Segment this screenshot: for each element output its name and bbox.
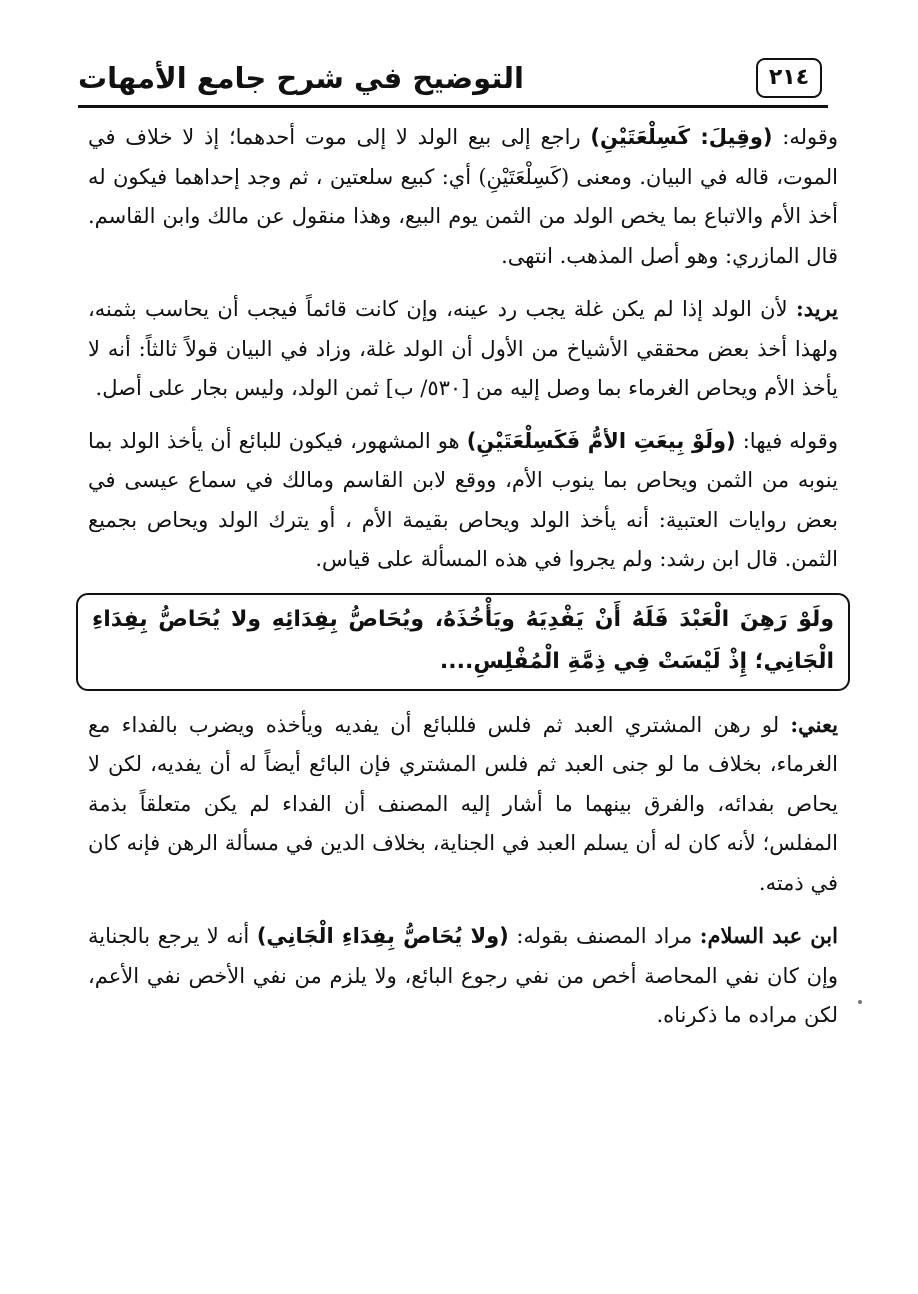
paragraph-2-lead: يريد: xyxy=(795,296,838,321)
paragraph-3-text: هو المشهور، فيكون للبائع أن يأخذ الولد بما ينوبه من الثمن ويحاص بما ينوب الأم، ووقع لابن القاسم ومالك في سماع عيسى في بعض روايات العتبية: أنه يأخذ الولد ويحاص بقيمة الأم ، أو يترك الولد ويحاص بجميع الثمن. قال ابن رشد: ولم يجروا في هذه المسألة على قياس. xyxy=(88,428,838,571)
paragraph-4 xyxy=(88,705,838,904)
paragraph-4-text: لو رهن المشتري العبد ثم فلس فللبائع أن يفديه ويأخذه ويضرب بالفداء مع الغرماء، بخلاف ما لو جنى العبد ثم فلس المشتري فإن البائع أيضاً له أن يفديه، لكن لا يحاص بفدائه، والفرق بينهما ما أشار إليه المصنف أن الفداء لم يكن متعلقاً بذمة المفلس؛ لأنه كان له أن يسلم العبد في الجناية، بخلاف الدين في مسألة الرهن فإنه كان في ذمته. xyxy=(88,712,838,895)
book-title: التوضيح في شرح جامع الأمهات xyxy=(78,61,525,95)
paragraph-1-text: راجع إلى بيع الولد لا إلى موت أحدهما؛ إذ لا خلاف في الموت، قاله في البيان. ومعنى (كَسِلْعَتَيْنِ) أي: كبيع سلعتين ، ثم وجد إحداهما فيكون له أخذ الأم والاتباع بما يخص الولد من الثمن يوم البيع، وهذا منقول عن مالك وابن القاسم. قال المازري: وهو أصل المذهب. انتهى. xyxy=(88,125,838,268)
paragraph-5 xyxy=(88,916,838,1036)
paragraph-2-text: لأن الولد إذا لم يكن غلة يجب رد عينه، وإن كانت قائماً فيجب أن يحاسب بثمنه، ولهذا أخذ بعض محققي الأشياخ من الأول أن الولد غلة، وزاد في البيان قولاً ثالثاً: أنه لا يأخذ الأم ويحاص الغرماء بما وصل إليه من [٥٣٠/ ب] ثمن الولد، وليس بجار على أصل. xyxy=(88,297,838,400)
paragraph-5-quote: (ولا يُحَاصُّ بِفِدَاءِ الْجَانِي) xyxy=(256,924,509,948)
page-header xyxy=(78,58,836,108)
paragraph-1-intro: وقوله: xyxy=(772,125,839,149)
paragraph-5-text: أنه لا يرجع بالجناية وإن كان نفي المحاصة أخص من نفي رجوع البائع، ولا يلزم من نفي الأخص نفي الأعم، لكن مراده ما ذكرناه. xyxy=(88,924,838,1027)
paragraph-1 xyxy=(88,118,838,276)
paragraph-1-quote: (وقِيلَ: كَسِلْعَتَيْنِ) xyxy=(590,125,773,149)
paragraph-5-lead: ابن عبد السلام: xyxy=(699,923,838,948)
matn-quote-box: ولَوْ رَهِنَ الْعَبْدَ فَلَهُ أَنْ يَفْدِيَهُ ويَأْخُذَهُ، ويُحَاصُّ بِفِدَائِهِ ولا يُحَاصُّ بِفِدَاءِ الْجَانِي؛ إِذْ لَيْسَتْ فِي ذِمَّةِ الْمُفْلِسِ.... xyxy=(76,593,850,691)
paragraph-2 xyxy=(88,289,838,409)
margin-speck xyxy=(858,1000,862,1004)
paragraph-3-intro: وقوله فيها: xyxy=(735,428,838,453)
page-number-badge: ٢١٤ xyxy=(756,58,822,98)
paragraph-3 xyxy=(88,422,838,580)
header-divider xyxy=(78,105,828,108)
page-content xyxy=(88,118,838,1049)
paragraph-4-lead: يعني: xyxy=(790,711,838,737)
paragraph-5-intro: مراد المصنف بقوله: xyxy=(508,924,700,948)
paragraph-3-quote: (ولَوْ بِيعَتِ الأمُّ فَكَسِلْعَتَيْنِ) xyxy=(466,428,736,453)
